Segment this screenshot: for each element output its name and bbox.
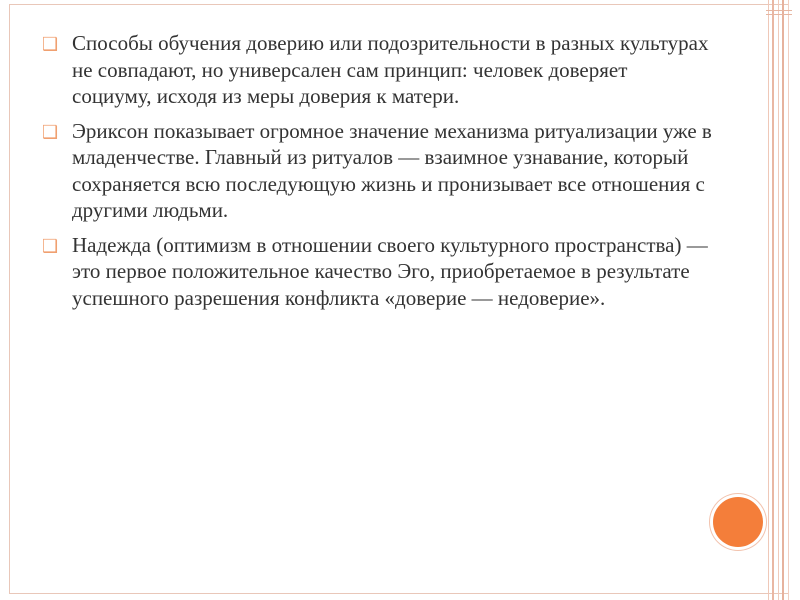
decorative-tick xyxy=(766,10,792,11)
bullet-item-1 xyxy=(42,30,712,110)
decorative-line xyxy=(782,0,784,600)
bullet-item-2 xyxy=(42,118,712,224)
decorative-tick xyxy=(766,14,792,15)
decorative-line xyxy=(768,0,769,600)
decorative-line xyxy=(778,0,779,600)
decorative-line xyxy=(788,0,789,600)
bullet-icon: ❑ xyxy=(42,34,59,55)
slide-content xyxy=(42,30,712,319)
bullet-item-3 xyxy=(42,232,712,312)
bullet-text: Эриксон показывает огромное значение механизма ритуализации уже в младенчестве. Главный из ритуалов — взаимное узнавание, который сохраняется всю последующую жизнь и пронизывает все отношения с другими людьми. xyxy=(72,118,712,222)
bullet-text: Надежда (оптимизм в отношении своего культурного пространства) — это первое положительное качество Эго, приобретаемое в результате успешного разрешения конфликта «доверие — недоверие». xyxy=(72,232,708,310)
bullet-text: Способы обучения доверию или подозрительности в разных культурах не совпадают, но универсален сам принцип: человек доверяет социуму, исходя из меры доверия к матери. xyxy=(72,31,709,108)
decorative-circle xyxy=(713,497,763,547)
decorative-line xyxy=(772,0,774,600)
bullet-icon: ❑ xyxy=(42,235,59,257)
bullet-icon: ❑ xyxy=(42,121,59,143)
